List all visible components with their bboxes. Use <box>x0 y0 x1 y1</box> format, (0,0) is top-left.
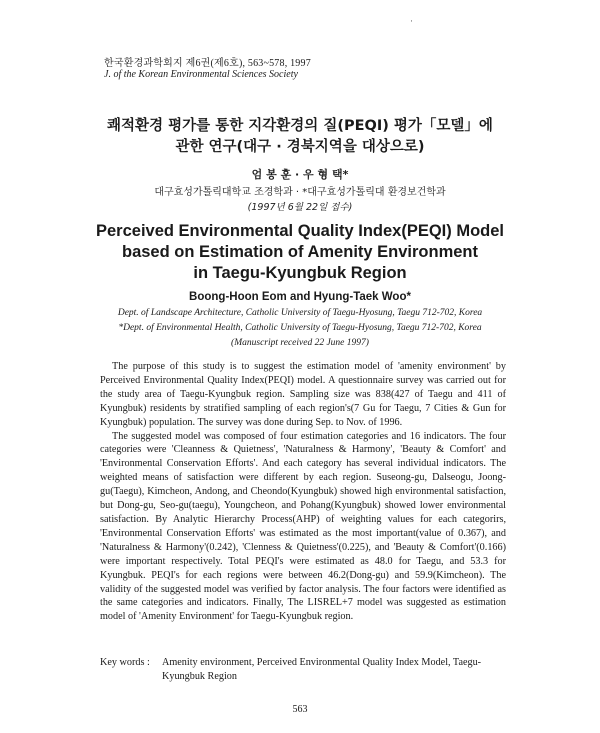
abstract-paragraph-1: The purpose of this study is to suggest the estimation model of 'amenity environment' by Perceived Environmental Quality Index(PEQI) model. A questionnaire survey was carried out for the study area of Taegu-Kyungbuk region. Sampling size was 838(427 of Taegu and 411 of Kyungbuk) residents by stratified sampling of each region's(7 Gu for Taegu, 7 Cities & Gun for Kyungbuk) population. The survey was done during Sep. to Nov. of 1996. <box>100 361 506 428</box>
journal-citation-english: J. of the Korean Environmental Sciences Society <box>104 69 298 80</box>
korean-affiliation: 대구효성가톨릭대학교 조경학과 · *대구효성가톨릭대 환경보건학과 <box>154 187 446 198</box>
english-authors: Boong-Hoon Eom and Hyung-Taek Woo* <box>189 291 411 303</box>
journal-citation-korean: 한국환경과학회지 제6권(제6호), 563~578, 1997 <box>104 58 311 69</box>
korean-received-date: (1997년 6월 22일 접수) <box>247 202 353 213</box>
keywords <box>100 656 508 684</box>
english-title-line3: in Taegu-Kyungbuk Region <box>193 264 407 282</box>
english-title-line2: based on Estimation of Amenity Environment <box>121 243 478 261</box>
english-received-date: (Manuscript received 22 June 1997) <box>231 338 369 348</box>
korean-title-line2: 관한 연구(대구 · 경북지역을 대상으로) <box>175 139 425 155</box>
scan-mark: · <box>410 16 413 26</box>
korean-authors: 엄 봉 훈 · 우 형 택* <box>251 168 349 181</box>
abstract-paragraph-2: The suggested model was composed of four estimation categories and 16 indicators. The four categories were 'Cleanness & Quietness', 'Naturalness & Harmony', 'Beauty & Comfort' and 'Environmental Conservation Efforts'. And each category has several individual indicators. The weighted means of satisfaction were different by each region. Suseong-gu, Dalseogu, Joong-gu(Taegu), Kimcheon, Andong, and Cheondo(Kyungbuk) showed high environmental satisfaction, but Dong-gu, Seo-gu(taegu), Youngcheon, and Pohang(Kyungbuk) showed lower environmental satisfaction. By Analytic Hierarchy Process(AHP) of weighting values for each categorirs, 'Environmental Conservation Efforts' was estimated as the most important(value of 0.367), and 'Naturalness & Harmony'(0.242), 'Clenness & Quietness'(0.225), and 'Beauty & Comfort'(0.166) were important respectively. Total PEQI's were estimated as 48.0 for Taegu, and 53.3 for Kyungbuk. PEQI's for each regions were between 46.2(Dong-gu) and 59.9(Kimcheon). The validity of the suggested model was verified by factor analysis. The four factors were identified as the same categories and indicators. Finally, The LISREL+7 model was suggested as estimation model of 'Amenity Environment' for Taegu-Kyungbuk region. <box>100 430 506 623</box>
keywords-text-line2: Kyungbuk Region <box>162 670 237 682</box>
english-affiliation-2: *Dept. of Environmental Health, Catholic University of Taegu-Hyosung, Taegu 712-702, Korea <box>118 323 482 333</box>
english-title-line1: Perceived Environmental Quality Index(PEQI) Model <box>95 222 505 240</box>
keywords-label: Key words : <box>100 657 150 668</box>
abstract <box>100 360 506 624</box>
page-number: 563 <box>292 704 308 715</box>
english-affiliation-1: Dept. of Landscape Architecture, Catholic University of Taegu-Hyosung, Taegu 712-702, Korea <box>117 308 483 318</box>
korean-title-line1: 쾌적환경 평가를 통한 지각환경의 질(PEQI) 평가「모델」에 <box>107 118 493 134</box>
keywords-text-line1: Amenity environment, Perceived Environmental Quality Index Model, Taegu- <box>162 657 482 668</box>
